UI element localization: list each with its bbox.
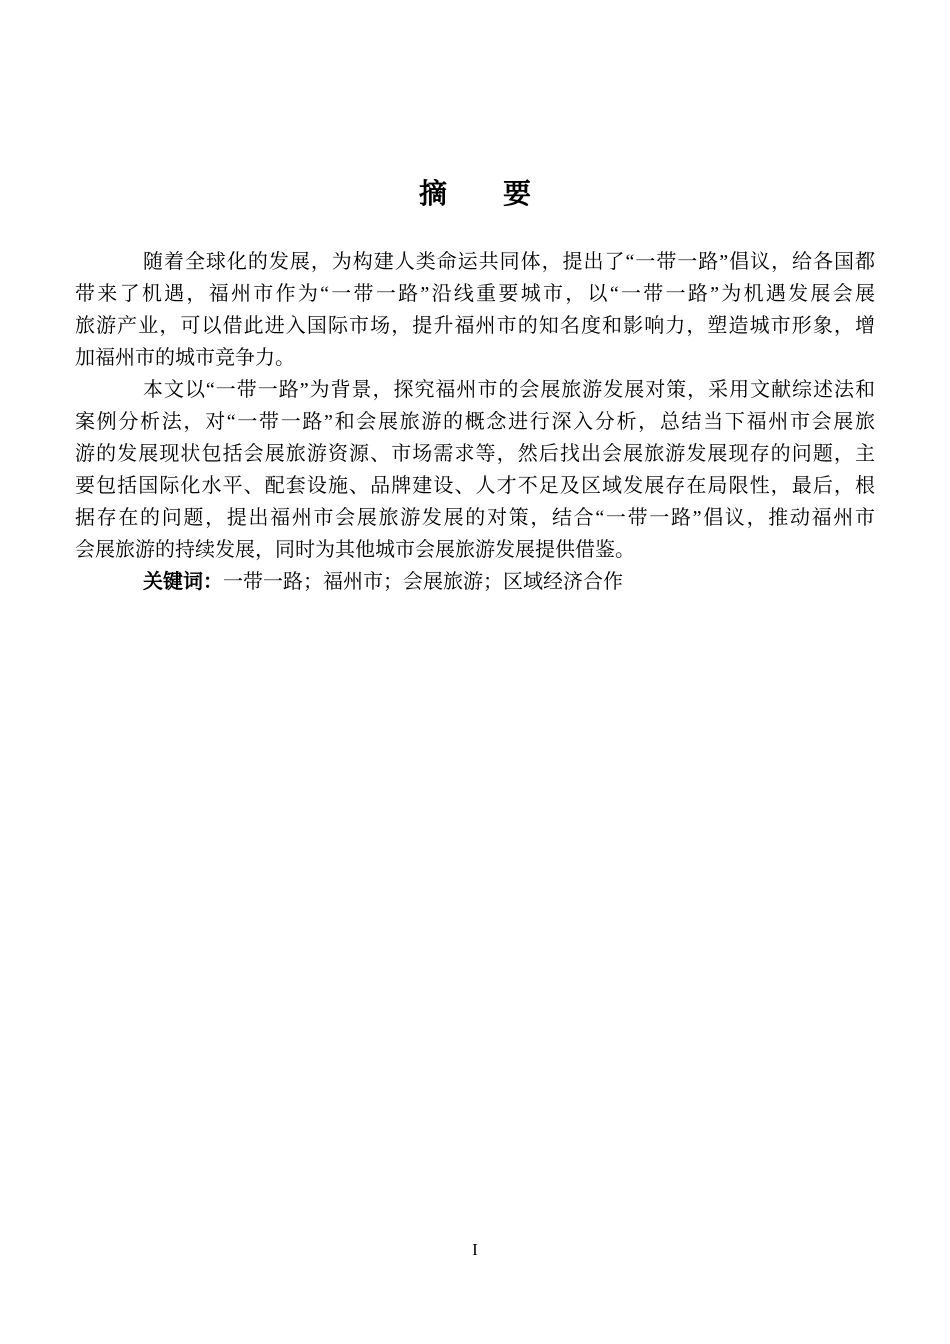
text-line: 旅游产业，可以借此进入国际市场，提升福州市的知名度和影响力，塑造城市形象，增 [75, 315, 875, 337]
page-number: I [472, 1240, 478, 1259]
text-line: 随着全球化的发展，为构建人类命运共同体，提出了“一带一路”倡议，给各国都 [143, 251, 875, 273]
abstract-paragraph [75, 374, 875, 566]
keywords-line [75, 566, 875, 598]
text-line: 本文以“一带一路”为背景，探究福州市的会展旅游发展对策，采用文献综述法和 [143, 379, 875, 401]
text-line: 带来了机遇，福州市作为“一带一路”沿线重要城市，以“一带一路”为机遇发展会展 [75, 283, 875, 305]
abstract-body [75, 246, 875, 598]
page-title: 摘 要 [418, 178, 531, 209]
keywords-label: 关键词： [143, 571, 223, 593]
text-line: 据存在的问题，提出福州市会展旅游发展的对策，结合“一带一路”倡议，推动福州市 [75, 507, 875, 529]
text-line: 会展旅游的持续发展，同时为其他城市会展旅游发展提供借鉴。 [75, 539, 635, 561]
text-line: 游的发展现状包括会展旅游资源、市场需求等，然后找出会展旅游发展现存的问题，主 [75, 443, 875, 465]
text-line: 案例分析法，对“一带一路”和会展旅游的概念进行深入分析，总结当下福州市会展旅 [75, 411, 875, 433]
paragraphs-container [75, 246, 875, 566]
text-line: 要包括国际化水平、配套设施、品牌建设、人才不足及区域发展存在局限性，最后，根 [75, 475, 875, 497]
abstract-paragraph [75, 246, 875, 374]
keywords-text: 一带一路；福州市；会展旅游；区域经济合作 [223, 571, 623, 593]
text-line: 加福州市的城市竞争力。 [75, 347, 295, 369]
